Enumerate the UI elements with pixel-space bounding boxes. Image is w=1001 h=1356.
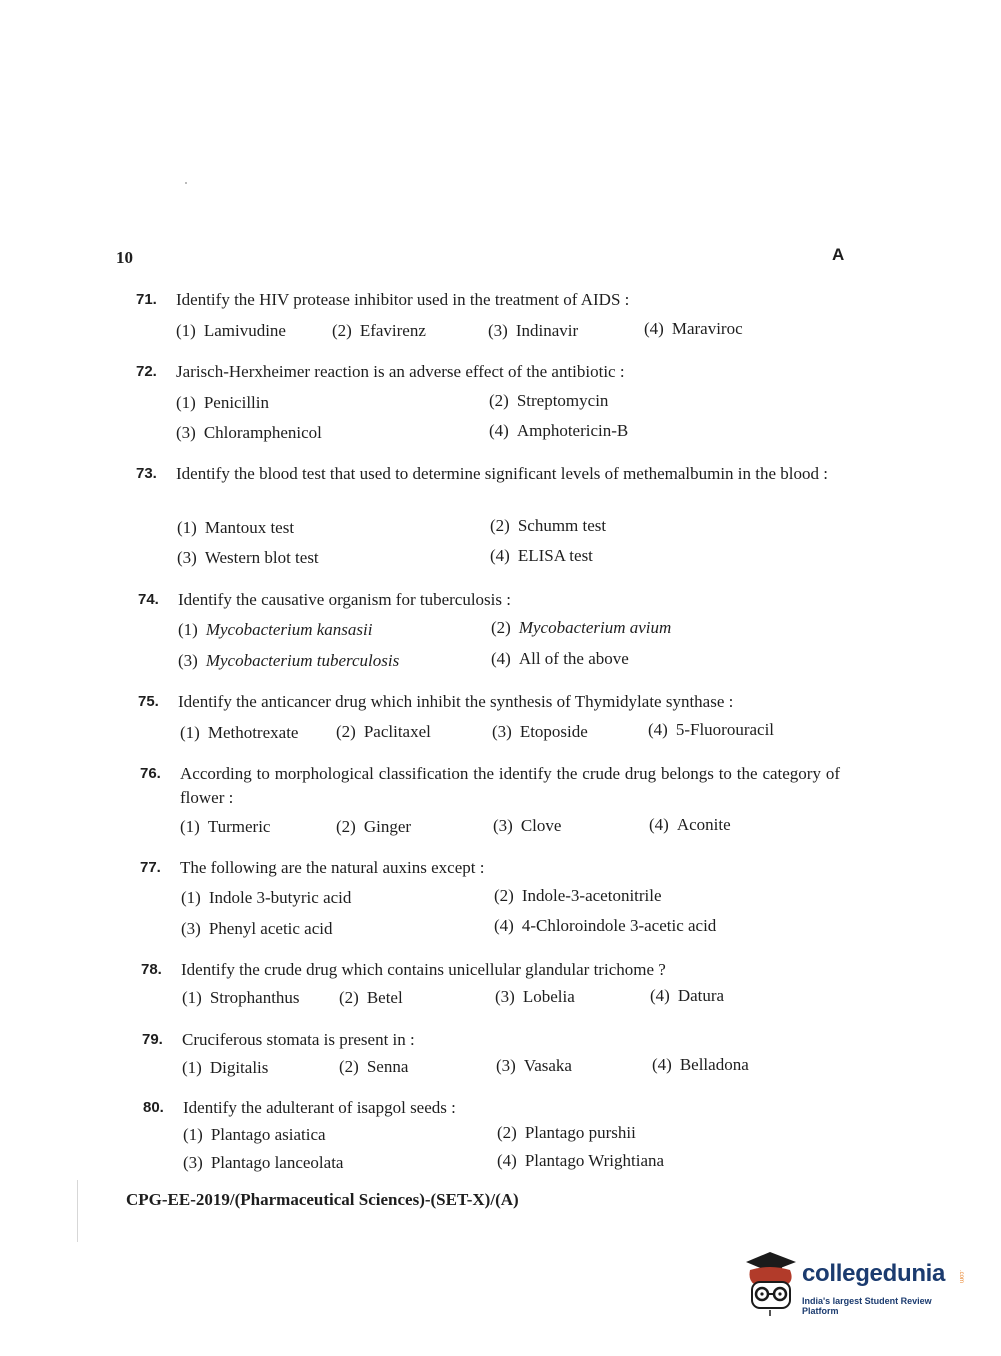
scan-edge-line bbox=[77, 1180, 78, 1242]
question-stem: The following are the natural auxins except : bbox=[180, 858, 485, 877]
question-number: 75. bbox=[138, 693, 159, 710]
collegedunia-logo bbox=[740, 1250, 970, 1320]
option-3: (3) Indinavir bbox=[488, 321, 579, 340]
option-4: (4) Amphotericin-B bbox=[489, 421, 629, 440]
option-1: (1) Plantago asiatica bbox=[183, 1125, 326, 1144]
question-stem: Jarisch-Herxheimer reaction is an adverse effect of the antibiotic : bbox=[176, 362, 625, 381]
option-2: (2) Ginger bbox=[336, 817, 412, 836]
option-2: (2) Betel bbox=[339, 988, 403, 1007]
question-stem: Identify the crude drug which contains unicellular glandular trichome ? bbox=[181, 960, 666, 979]
option-2: (2) Mycobacterium avium bbox=[491, 618, 672, 637]
option-2: (2) Schumm test bbox=[490, 516, 607, 535]
question-stem: Identify the causative organism for tuberculosis : bbox=[178, 590, 511, 609]
exam-code-footer: CPG-EE-2019/(Pharmaceutical Sciences)-(SET-X)/(A) bbox=[126, 1190, 519, 1209]
option-2: (2) Indole-3-acetonitrile bbox=[494, 886, 662, 905]
option-3: (3) Mycobacterium tuberculosis bbox=[178, 651, 400, 670]
question-number: 72. bbox=[136, 363, 157, 380]
option-1: (1) Indole 3-butyric acid bbox=[181, 888, 352, 907]
option-3: (3) Plantago lanceolata bbox=[183, 1153, 344, 1172]
question-number: 78. bbox=[141, 961, 162, 978]
option-1: (1) Lamivudine bbox=[176, 321, 286, 340]
option-4: (4) ELISA test bbox=[490, 546, 593, 565]
option-1: (1) Turmeric bbox=[180, 817, 271, 836]
option-3: (3) Lobelia bbox=[495, 987, 575, 1006]
option-2: (2) Plantago purshii bbox=[497, 1123, 636, 1142]
question-stem: Identify the adulterant of isapgol seeds : bbox=[183, 1098, 456, 1117]
question-stem: Identify the HIV protease inhibitor used in the treatment of AIDS : bbox=[176, 290, 630, 309]
question-number: 79. bbox=[142, 1031, 163, 1048]
option-1: (1) Mycobacterium kansasii bbox=[178, 620, 373, 639]
option-2: (2) Senna bbox=[339, 1057, 409, 1076]
question-number: 71. bbox=[136, 291, 157, 308]
option-2: (2) Paclitaxel bbox=[336, 722, 431, 741]
option-3: (3) Etoposide bbox=[492, 722, 588, 741]
set-label: A bbox=[832, 245, 845, 264]
option-3: (3) Western blot test bbox=[177, 548, 319, 567]
logo-domain: .com bbox=[958, 1270, 964, 1284]
option-3: (3) Chloramphenicol bbox=[176, 423, 322, 442]
option-4: (4) Belladona bbox=[652, 1055, 749, 1074]
option-4: (4) Datura bbox=[650, 986, 725, 1005]
option-1: (1) Methotrexate bbox=[180, 723, 299, 742]
question-stem: Cruciferous stomata is present in : bbox=[182, 1030, 415, 1049]
option-4: (4) Aconite bbox=[649, 815, 731, 834]
question-stem: According to morphological classification the identify the crude drug belongs to the category of flower : bbox=[180, 764, 840, 807]
question-number: 80. bbox=[143, 1099, 164, 1116]
question-stem: Identify the blood test that used to determine significant levels of methemalbumin in the blood : bbox=[176, 464, 828, 483]
question-stem: Identify the anticancer drug which inhibit the synthesis of Thymidylate synthase : bbox=[178, 692, 734, 711]
option-2: (2) Streptomycin bbox=[489, 391, 609, 410]
question-number: 73. bbox=[136, 465, 157, 482]
question-number: 77. bbox=[140, 859, 161, 876]
option-2: (2) Efavirenz bbox=[332, 321, 426, 340]
option-1: (1) Penicillin bbox=[176, 393, 269, 412]
option-4: (4) 5-Fluorouracil bbox=[648, 720, 775, 739]
option-1: (1) Strophanthus bbox=[182, 988, 300, 1007]
option-1: (1) Digitalis bbox=[182, 1058, 269, 1077]
scan-speck bbox=[185, 182, 187, 184]
option-4: (4) All of the above bbox=[491, 649, 629, 668]
page-number: 10 bbox=[116, 248, 133, 267]
option-1: (1) Mantoux test bbox=[177, 518, 295, 537]
option-4: (4) Maraviroc bbox=[644, 319, 743, 338]
question-number: 76. bbox=[140, 765, 161, 782]
logo-tagline: India's largest Student Review Platform bbox=[802, 1296, 932, 1316]
question-number: 74. bbox=[138, 591, 159, 608]
option-4: (4) Plantago Wrightiana bbox=[497, 1151, 665, 1170]
mascot-icon bbox=[740, 1250, 802, 1318]
option-4: (4) 4-Chloroindole 3-acetic acid bbox=[494, 916, 717, 935]
logo-wordmark: collegedunia bbox=[802, 1260, 946, 1287]
option-3: (3) Phenyl acetic acid bbox=[181, 919, 333, 938]
option-3: (3) Vasaka bbox=[496, 1056, 572, 1075]
option-3: (3) Clove bbox=[493, 816, 562, 835]
